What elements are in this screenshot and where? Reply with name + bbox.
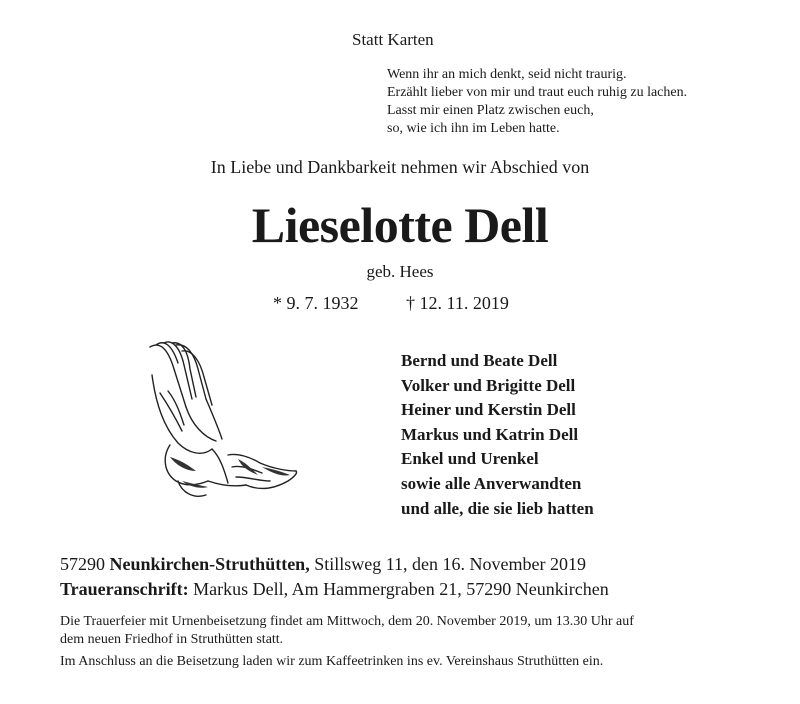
statt-karten-heading: Statt Karten [352, 30, 434, 49]
family-member: Volker und Brigitte Dell [401, 375, 576, 395]
ceremony-line: dem neuen Friedhof in Struthütten statt. [60, 632, 284, 647]
poem-line: so, wie ich ihn im Leben hatte. [387, 121, 560, 136]
death-date: † 12. 11. 2019 [406, 293, 509, 313]
mourning-address-value: Markus Dell, Am Hammergraben 21, 57290 Neunkirchen [193, 579, 609, 599]
birth-date: * 9. 7. 1932 [273, 293, 359, 313]
poem-line: Wenn ihr an mich denkt, seid nicht traurig. [387, 67, 627, 82]
poem-line: Lasst mir einen Platz zwischen euch, [387, 103, 594, 118]
mourning-address [60, 579, 609, 600]
town-name: Neunkirchen-Struthütten, [109, 554, 310, 574]
praying-hands-icon [142, 335, 302, 515]
ceremony-note [60, 613, 634, 649]
poem-line: Erzählt lieber von mir und traut euch ruhig zu lachen. [387, 85, 688, 100]
family-member: sowie alle Anverwandten [401, 473, 582, 493]
deceased-name: Lieselotte Dell [251, 197, 549, 253]
street-and-date: Stillsweg 11, den 16. November 2019 [314, 554, 587, 574]
ceremony-line: Die Trauerfeier mit Urnenbeisetzung findet am Mittwoch, dem 20. November 2019, um 13.30 Uhr auf [60, 614, 634, 629]
place-and-date [60, 554, 586, 575]
family-member: Markus und Katrin Dell [401, 424, 579, 444]
maiden-name: geb. Hees [366, 262, 434, 281]
family-member: Enkel und Urenkel [401, 449, 539, 469]
mourning-address-label: Traueranschrift: [60, 579, 189, 599]
zip-code: 57290 [60, 554, 105, 574]
family-member: Heiner und Kerstin Dell [401, 400, 576, 420]
family-member: Bernd und Beate Dell [401, 351, 558, 370]
family-list [401, 349, 594, 521]
coffee-note: Im Anschluss an die Beisetzung laden wir zum Kaffeetrinken ins ev. Vereinshaus Struthütten ein. [60, 654, 604, 669]
family-member: und alle, die sie lieb hatten [401, 498, 594, 518]
poem [387, 66, 687, 138]
intro-text: In Liebe und Dankbarkeit nehmen wir Abschied von [210, 157, 590, 177]
